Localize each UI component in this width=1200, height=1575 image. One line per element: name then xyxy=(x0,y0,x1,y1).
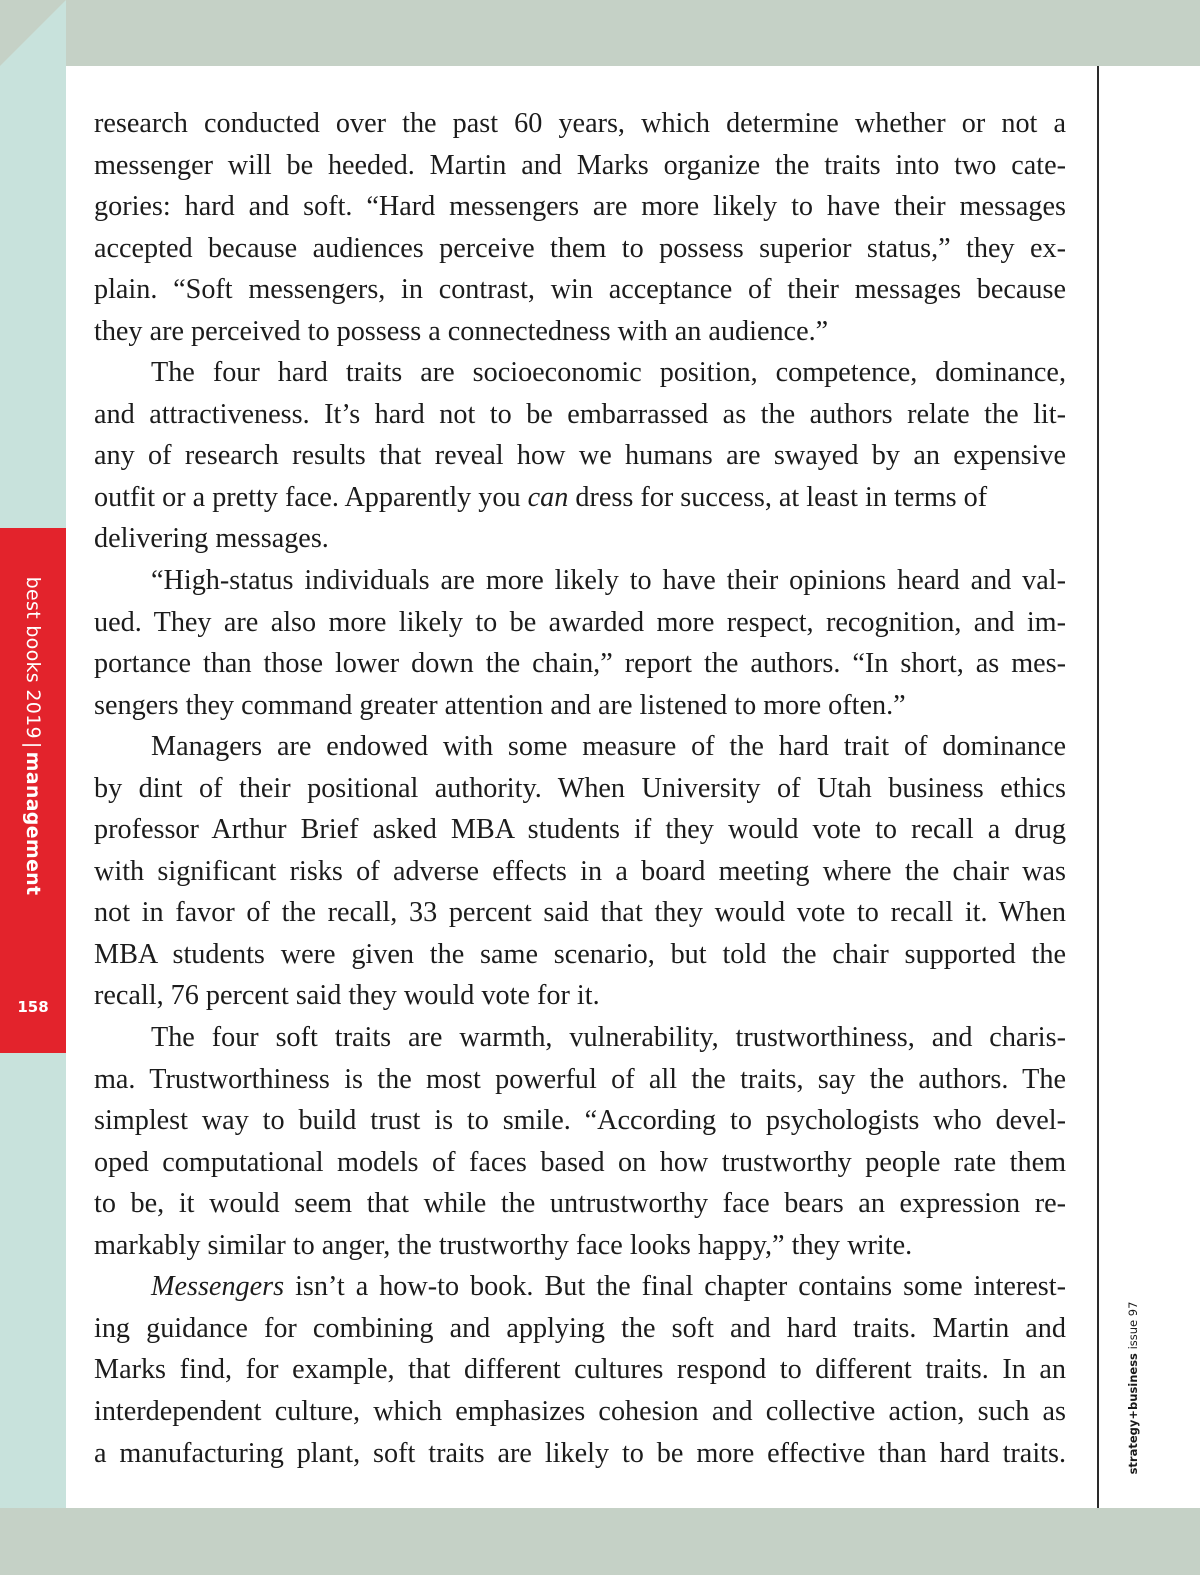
text-line: research conducted over the past 60 years, which determine whether or not a xyxy=(94,108,1066,139)
text-line: a manufacturing plant, soft traits are likely to be more effective than hard traits. xyxy=(94,1437,1066,1469)
magazine-issue: issue 97 xyxy=(1126,1301,1140,1350)
text-line: MBA students were given the same scenario, but told the chair supported the xyxy=(94,938,1066,970)
text-line: to be, it would seem that while the untrustworthy face bears an expression re- xyxy=(94,1188,1066,1220)
page-number: 158 xyxy=(17,998,49,1016)
text-line: ued. They are also more likely to be awarded more respect, recognition, and im- xyxy=(94,606,1066,638)
text-line: with significant risks of adverse effects in a board meeting where the chair was xyxy=(94,855,1066,887)
article-body xyxy=(94,103,1066,1474)
magazine-brand: strategy+business xyxy=(1126,1353,1140,1475)
bottom-border-band xyxy=(0,1508,1200,1575)
text-run: isn’t a how-to book. But the final chapter contains some interest- xyxy=(284,1271,1066,1303)
text-line: The four soft traits are warmth, vulnerability, trustworthiness, and charis- xyxy=(151,1022,1066,1054)
paragraph xyxy=(94,103,1066,352)
text-line: recall, 76 percent said they would vote for it. xyxy=(94,980,600,1012)
top-border-band xyxy=(0,0,1200,66)
text-line: Managers are endowed with some measure of the hard trait of dominance xyxy=(151,731,1066,763)
text-line: delivering messages. xyxy=(94,523,329,555)
section-label-prefix: best books 2019 xyxy=(22,576,44,739)
text-line: “High-status individuals are more likely to have their opinions heard and val- xyxy=(151,565,1066,597)
bottom-left-corner-bevel xyxy=(0,1508,66,1575)
text-line: portance than those lower down the chain,” report the authors. “In short, as mes- xyxy=(94,648,1066,680)
text-run: outfit or a pretty face. Apparently you xyxy=(94,481,528,513)
text-line: and attractiveness. It’s hard not to be embarrassed as the authors relate the lit- xyxy=(94,398,1066,430)
text-line: gories: hard and soft. “Hard messengers are more likely to have their messages xyxy=(94,191,1066,223)
emphasis-can: can xyxy=(527,481,569,513)
text-line: sengers they command greater attention and are listened to more often.” xyxy=(94,689,906,721)
text-line: oped computational models of faces based on how trustworthy people rate them xyxy=(94,1146,1066,1178)
text-line-with-emphasis xyxy=(94,477,1066,519)
paragraph xyxy=(94,352,1066,560)
text-line: The four hard traits are socioeconomic position, competence, dominance, xyxy=(151,357,1066,389)
text-line-with-emphasis xyxy=(94,1266,1066,1308)
text-line: plain. “Soft messengers, in contrast, win acceptance of their messages because xyxy=(94,274,1066,306)
section-label xyxy=(22,577,44,896)
section-label-divider: | xyxy=(22,741,44,749)
paragraph xyxy=(94,560,1066,726)
paragraph xyxy=(94,1017,1066,1266)
paragraph xyxy=(94,1266,1066,1474)
magazine-label xyxy=(1126,1302,1140,1475)
text-line: any of research results that reveal how we humans are swayed by an expensive xyxy=(94,440,1066,472)
text-line: Marks find, for example, that different cultures respond to different traits. In an xyxy=(94,1354,1066,1386)
text-line: professor Arthur Brief asked MBA students if they would vote to recall a drug xyxy=(94,814,1066,846)
text-line: messenger will be heeded. Martin and Marks organize the traits into two cate- xyxy=(94,149,1066,181)
text-line: interdependent culture, which emphasizes cohesion and collective action, such as xyxy=(94,1395,1066,1427)
text-line: accepted because audiences perceive them to possess superior status,” they ex- xyxy=(94,232,1066,264)
top-left-corner-bevel xyxy=(0,0,66,66)
text-line: ma. Trustworthiness is the most powerful of all the traits, say the authors. The xyxy=(94,1063,1066,1095)
text-line: simplest way to build trust is to smile. “According to psychologists who devel- xyxy=(94,1105,1066,1137)
text-run: dress for success, at least in terms of xyxy=(568,481,988,513)
text-line: markably similar to anger, the trustworthy face looks happy,” they write. xyxy=(94,1229,913,1261)
text-line: by dint of their positional authority. When University of Utah business ethics xyxy=(94,772,1066,804)
paragraph xyxy=(94,726,1066,1017)
emphasis-book-title: Messengers xyxy=(151,1271,285,1303)
text-line: ing guidance for combining and applying the soft and hard traits. Martin and xyxy=(94,1312,1066,1344)
text-line: not in favor of the recall, 33 percent said that they would vote to recall it. When xyxy=(94,897,1066,929)
section-label-name: management xyxy=(22,751,44,896)
margin-rule xyxy=(1097,66,1099,1508)
text-line: they are perceived to possess a connectedness with an audience.” xyxy=(94,315,829,347)
